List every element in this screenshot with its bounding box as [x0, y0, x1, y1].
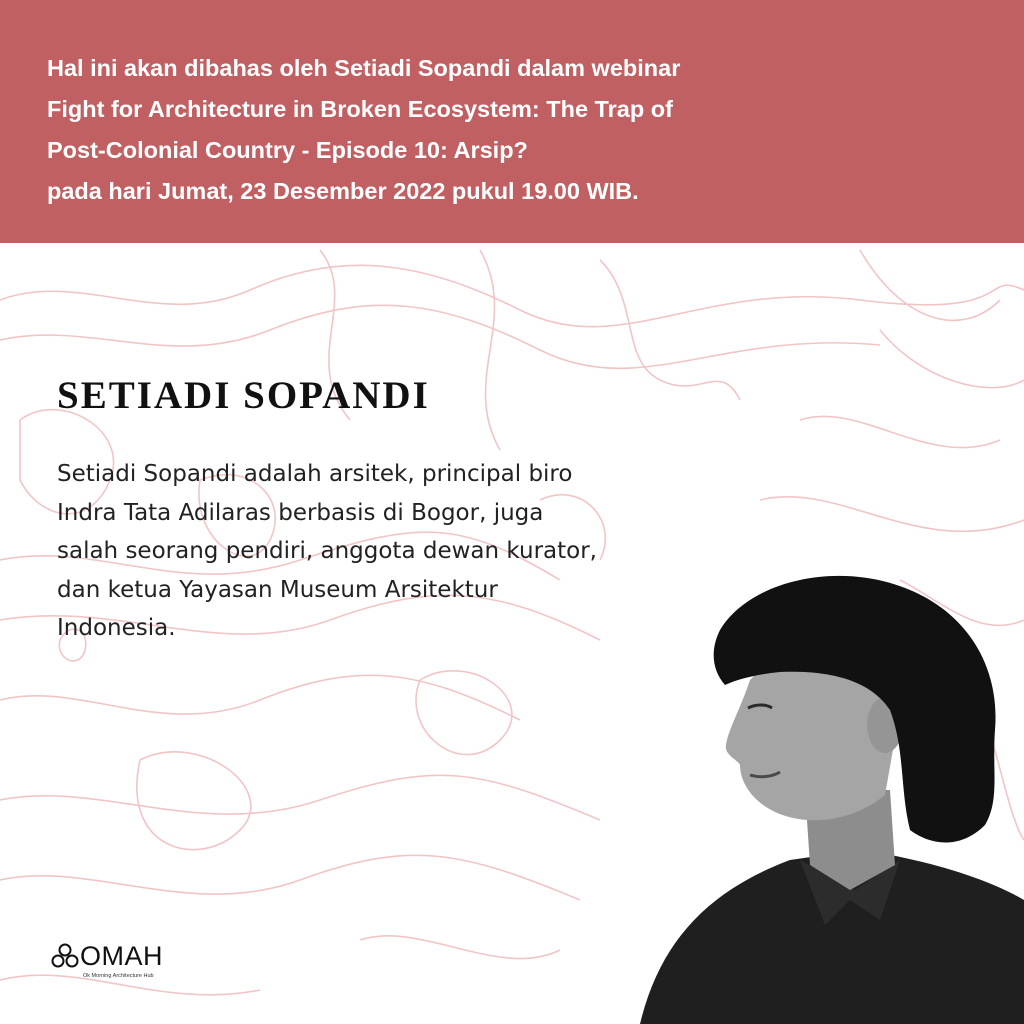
omah-logo — [50, 940, 190, 984]
speaker-name: SETIADI SOPANDI — [57, 374, 430, 417]
banner-line: Hal ini akan dibahas oleh Setiadi Sopandi dalam webinar — [47, 55, 681, 81]
bio-line: Setiadi Sopandi adalah arsitek, principal biro — [57, 461, 573, 487]
event-banner — [0, 0, 1024, 243]
logo-tagline: Ok Morning Architecture Hub — [83, 973, 154, 979]
logo-wordmark: OMAH — [80, 941, 163, 971]
banner-line: pada hari Jumat, 23 Desember 2022 pukul 19.00 WIB. — [47, 178, 639, 204]
speaker-portrait — [600, 560, 1024, 1024]
bio-line: Indra Tata Adilaras berbasis di Bogor, juga — [57, 499, 544, 526]
bio-line: dan ketua Yayasan Museum Arsitektur — [57, 576, 498, 603]
banner-line: Fight for Architecture in Broken Ecosystem: The Trap of — [47, 96, 673, 122]
bio-line: Indonesia. — [57, 615, 176, 641]
three-circles-logo-icon — [50, 942, 80, 972]
banner-line: Post-Colonial Country - Episode 10: Arsip? — [47, 137, 528, 163]
bio-line: salah seorang pendiri, anggota dewan kurator, — [57, 538, 597, 564]
